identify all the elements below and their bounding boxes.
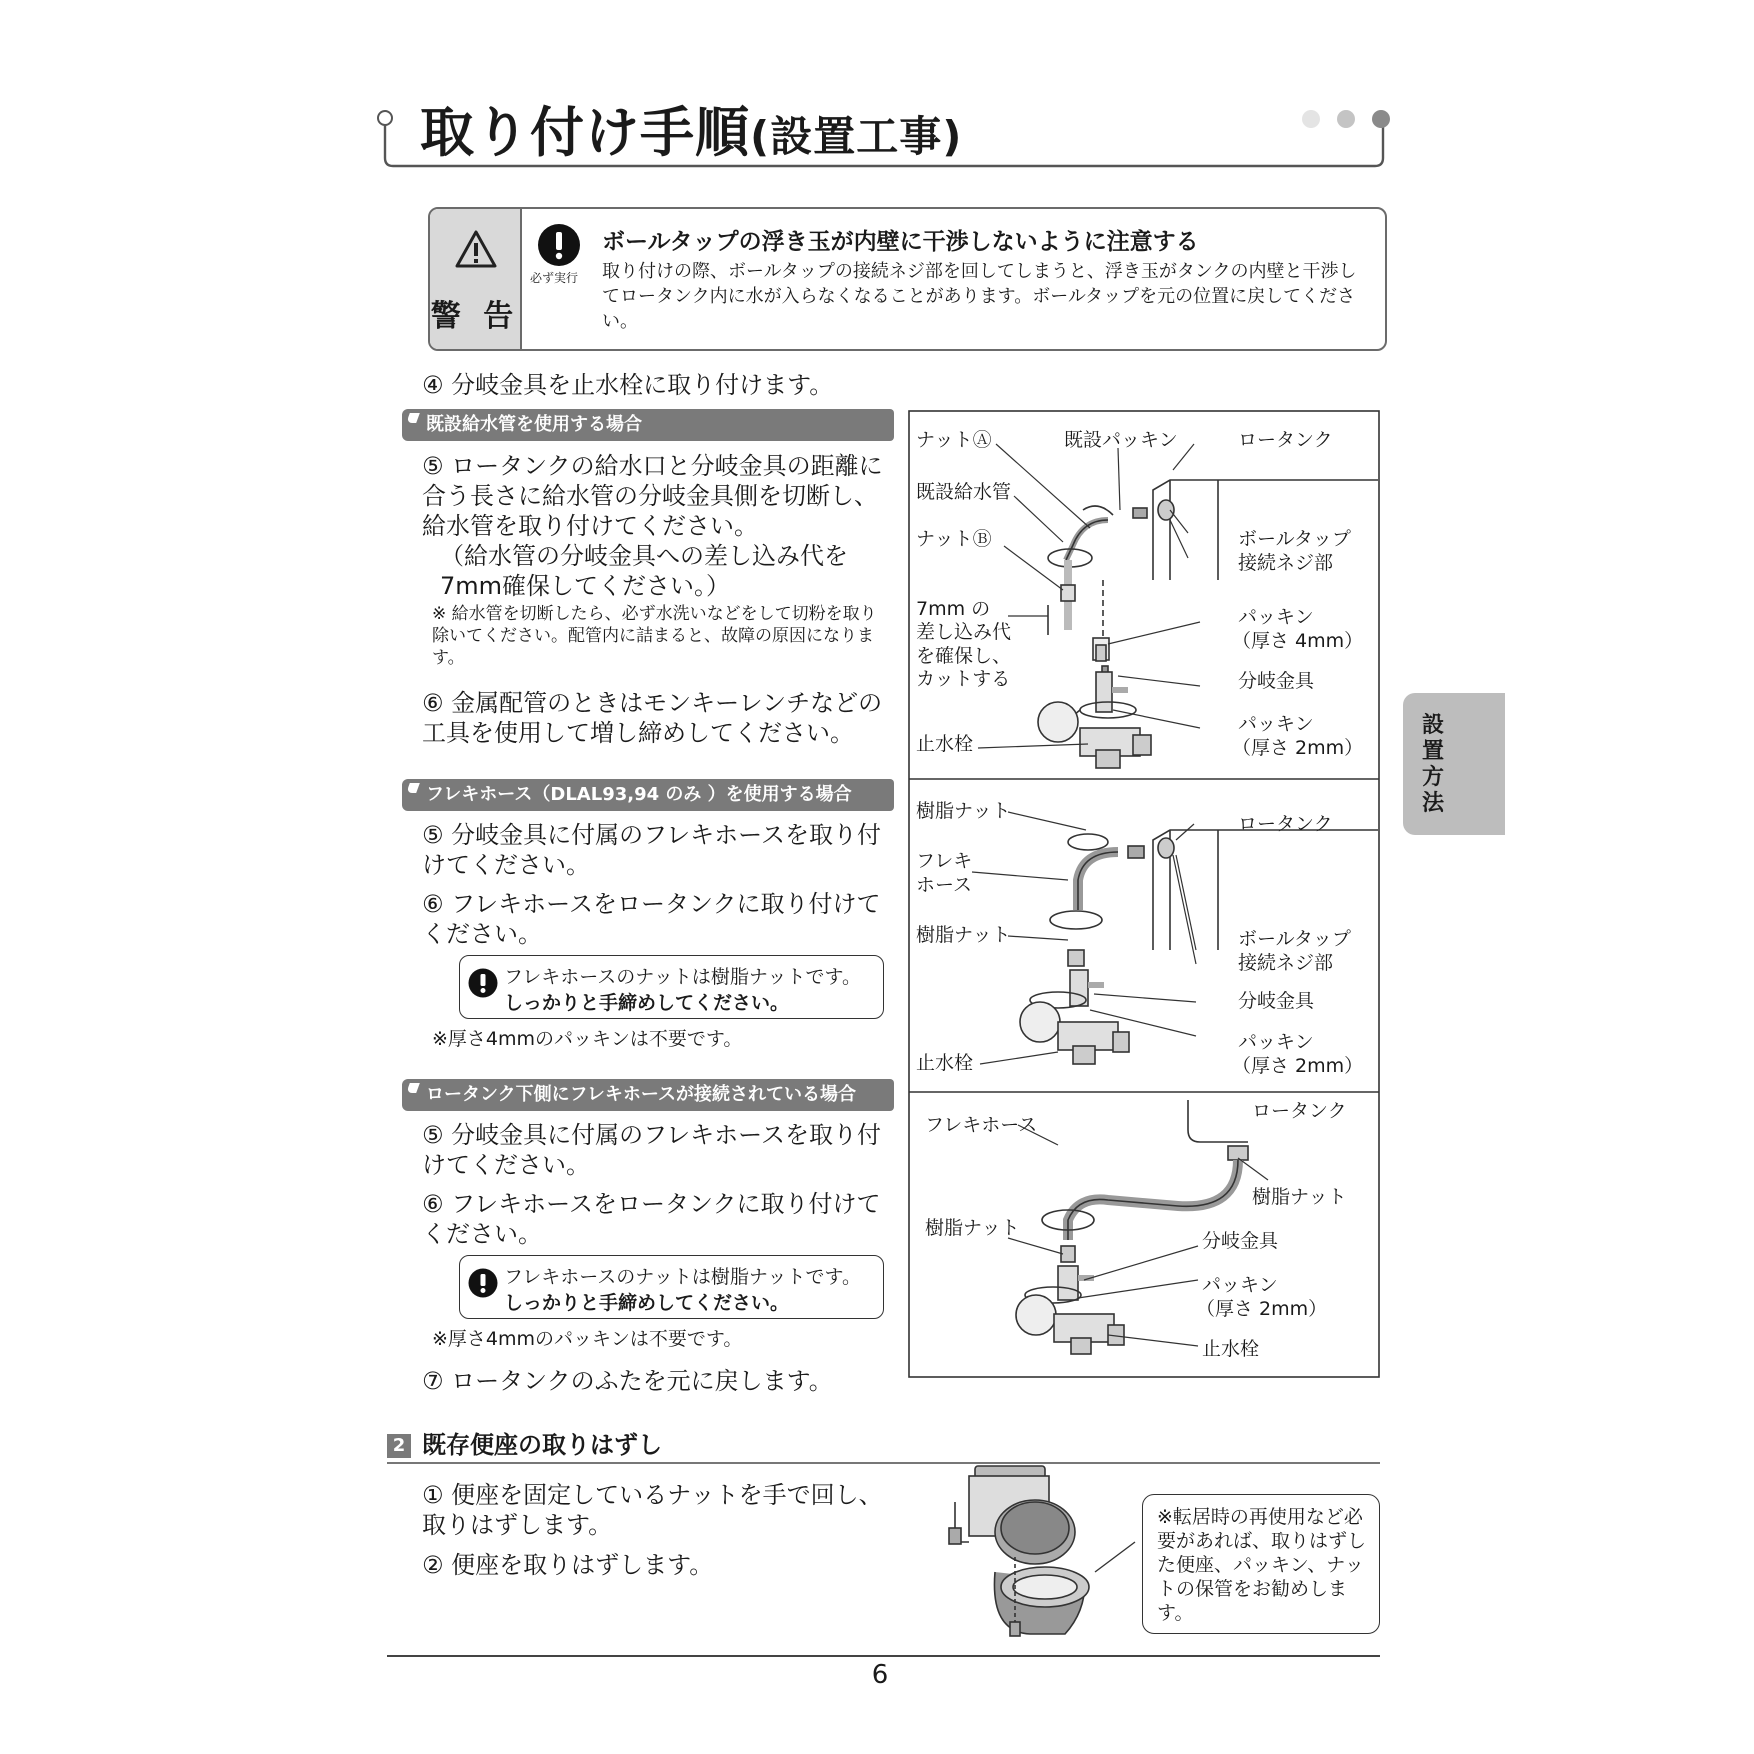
side-tab-char: 法: [1421, 791, 1444, 816]
sectionA-step-5: ⑤ ロータンクの給水口と分岐金具の距離に合う長さに給水管の分岐金具側を切断し、給水管を取り付けてください。: [422, 452, 883, 540]
section-2-divider: [387, 1462, 1380, 1464]
storage-note-box: [1142, 1494, 1380, 1634]
figure-1-drawing: [1038, 480, 1378, 768]
fig1-label-balltap: ボールタップ: [1238, 528, 1351, 550]
warning-sidebar: [430, 209, 522, 349]
fig1-label-insert-2: 差し込み代: [916, 621, 1012, 643]
storage-note-text: ※転居時の再使用など必要があれば、取りはずした便座、パッキン、ナットの保管をお勧めします。: [1157, 1506, 1367, 1624]
fig1-label-insert-3: を確保し、: [916, 645, 1012, 667]
section-bar-flex-hose: フレキホース（DLAL93,94 のみ ）を使用する場合: [402, 779, 894, 811]
sectionC-step-6: ⑥ フレキホースをロータンクに取り付けてください。: [422, 1190, 881, 1248]
fig1-label-insert-1: 7mm の: [916, 598, 991, 620]
sectionB-step-6: ⑥ フレキホースをロータンクに取り付けてください。: [422, 890, 881, 948]
fig2-label-resin-nut-2: 樹脂ナット: [916, 924, 1011, 946]
side-tab-installation: [1403, 693, 1505, 835]
mandatory-icon: [537, 223, 581, 267]
sectionB-note: ※厚さ4mmのパッキンは不要です。: [432, 1028, 743, 1050]
sectionC-step-7: ⑦ ロータンクのふたを元に戻します。: [422, 1367, 833, 1395]
caution-text-2: しっかりと手締めしてください。: [504, 992, 790, 1014]
warning-body: 取り付けの際、ボールタップの接続ネジ部を回してしまうと、浮き玉がタンクの内壁と干渉してロータンク内に水が入らなくなることがあります。ボールタップを元の位置に戻してください。: [602, 261, 1357, 332]
fig3-label-low-tank: ロータンク: [1252, 1100, 1347, 1122]
fig2-label-low-tank: ロータンク: [1238, 813, 1333, 835]
fig1-label-old-packing: 既設パッキン: [1064, 429, 1178, 451]
sectionA-small-note: ※ 給水管を切断したら、必ず水洗いなどをして切粉を取り除いてください。配管内に詰まると、故障の原因になります。: [432, 604, 877, 668]
sectionB-step-5: ⑤ 分岐金具に付属のフレキホースを取り付けてください。: [422, 821, 881, 879]
caution-text-1: フレキホースのナットは樹脂ナットです。: [504, 1266, 862, 1288]
sectionA-step-5-note: （給水管の分岐金具への差し込み代を7mm確保してください。）: [440, 542, 848, 600]
warning-triangle-icon: [454, 229, 498, 269]
fig1-label-thick-2: （厚さ 2mm）: [1232, 737, 1364, 759]
caution-icon: [468, 1268, 498, 1298]
footer-rule: [387, 1655, 1380, 1657]
fig1-label-packing-2: パッキン: [1238, 713, 1314, 735]
side-tab-char: 置: [1421, 739, 1444, 764]
fig1-label-old-pipe: 既設給水管: [916, 481, 1012, 503]
fig2-label-screw: 接続ネジ部: [1238, 952, 1334, 974]
fig1-label-packing: パッキン: [1238, 606, 1314, 628]
progress-dot-2: [1337, 110, 1355, 128]
fig2-label-stopcock: 止水栓: [916, 1052, 974, 1074]
caution-text-2: しっかりと手締めしてください。: [504, 1292, 790, 1314]
fig1-label-insert-4: カットする: [916, 668, 1011, 690]
section2-step-2: ② 便座を取りはずします。: [422, 1551, 714, 1579]
progress-dot-3: [1372, 110, 1390, 128]
toilet-illustration: [935, 1462, 1165, 1647]
section-bar-existing-pipe: 既設給水管を使用する場合: [402, 409, 894, 441]
fig1-label-nut-b: ナットⒷ: [916, 528, 992, 550]
fig2-label-branch: 分岐金具: [1238, 990, 1315, 1012]
fig1-label-thick-4: （厚さ 4mm）: [1232, 630, 1364, 652]
caution-text-1: フレキホースのナットは樹脂ナットです。: [504, 966, 862, 988]
step-4: ④ 分岐金具を止水栓に取り付けます。: [422, 371, 834, 399]
fig3-label-flex: フレキホース: [925, 1114, 1038, 1136]
caution-box-2: [459, 1255, 884, 1319]
page-number: 6: [871, 1660, 889, 1690]
sectionA-step-6: ⑥ 金属配管のときはモンキーレンチなどの工具を使用して増し締めしてください。: [422, 689, 883, 747]
warning-label: 警 告: [430, 299, 520, 334]
section-bar-lower-flex: ロータンク下側にフレキホースが接続されている場合: [402, 1079, 894, 1111]
fig2-label-thick-2: （厚さ 2mm）: [1232, 1055, 1364, 1077]
section-2-title: 既存便座の取りはずし: [422, 1431, 662, 1459]
fig1-label-low-tank: ロータンク: [1238, 429, 1333, 451]
section-number-badge: 2: [387, 1434, 411, 1458]
fig2-label-balltap: ボールタップ: [1238, 928, 1351, 950]
warning-title: ボールタップの浮き玉が内壁に干渉しないように注意する: [602, 229, 1199, 255]
fig1-label-branch: 分岐金具: [1238, 670, 1315, 692]
figure-1-leaders: [978, 444, 1200, 748]
fig2-label-resin-nut-1: 樹脂ナット: [916, 800, 1011, 822]
fig3-label-packing: パッキン: [1202, 1274, 1278, 1296]
side-tab-char: 設: [1421, 713, 1444, 738]
fig3-label-resin-nut-right: 樹脂ナット: [1252, 1186, 1347, 1208]
sectionC-step-5: ⑤ 分岐金具に付属のフレキホースを取り付けてください。: [422, 1121, 881, 1179]
section2-step-1: ① 便座を固定しているナットを手で回し、取りはずします。: [422, 1481, 883, 1539]
fig1-label-screw: 接続ネジ部: [1238, 552, 1334, 574]
caution-icon: [468, 968, 498, 998]
page-title: 取り付け手順(設置工事): [420, 101, 963, 164]
caution-box-1: [459, 955, 884, 1019]
fig3-label-resin-nut-left: 樹脂ナット: [925, 1217, 1020, 1239]
fig2-label-flex-1: フレキ: [916, 850, 973, 872]
fig3-label-stopcock: 止水栓: [1202, 1338, 1260, 1360]
mandatory-label: 必ず実行: [530, 271, 579, 285]
side-tab-char: 方: [1421, 765, 1444, 790]
fig1-label-nut-a: ナットⒶ: [916, 429, 992, 451]
warning-box: [428, 207, 1387, 351]
progress-dot-1: [1302, 110, 1320, 128]
fig3-label-branch: 分岐金具: [1202, 1230, 1279, 1252]
fig3-label-thick-2: （厚さ 2mm）: [1196, 1298, 1328, 1320]
sectionC-note: ※厚さ4mmのパッキンは不要です。: [432, 1328, 743, 1350]
fig2-label-flex-2: ホース: [916, 874, 973, 896]
fig2-label-packing: パッキン: [1238, 1031, 1314, 1053]
fig1-label-stopcock: 止水栓: [916, 733, 974, 755]
